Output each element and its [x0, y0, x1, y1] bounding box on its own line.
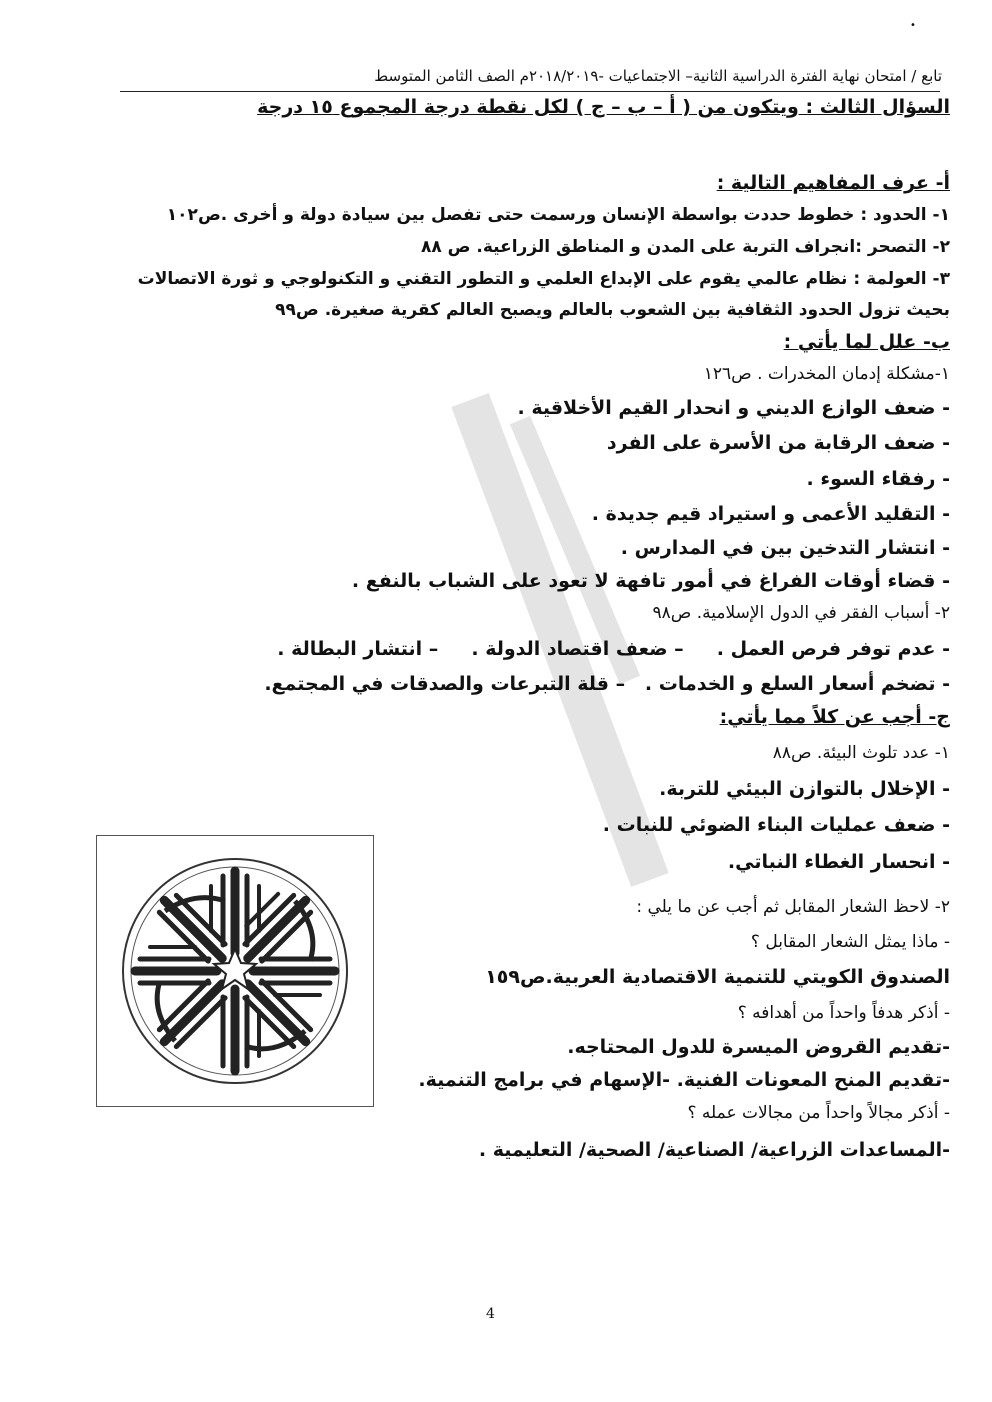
page-number: 4 — [486, 1306, 495, 1322]
header-divider — [120, 91, 940, 92]
definition-borders: ١- الحدود : خطوط حددت بواسطة الإنسان ورسمت حتى تفصل بين سيادة دولة و أخرى .ص١٠٢ — [166, 205, 950, 225]
answer-item: - ضعف الرقابة من الأسرة على الفرد — [606, 432, 950, 454]
answer-item: - انتشار التدخين بين في المدارس . — [620, 537, 950, 559]
definition-desertification: ٢- التصحر :انجراف التربة على المدن و المناطق الزراعية. ص ٨٨ — [420, 237, 950, 257]
answer-item: -تقديم المنح المعونات الفنية. -الإسهام في برامج التنمية. — [418, 1069, 950, 1091]
watermark-icon — [430, 380, 690, 900]
answer-item: - رفقاء السوء . — [806, 468, 950, 490]
kuwait-fund-emblem-icon — [97, 836, 373, 1106]
section-b-heading: ب- علل لما يأتي : — [783, 331, 950, 353]
question-b1: ١-مشكلة إدمان المخدرات . ص١٢٦ — [703, 364, 950, 384]
answer-item: الصندوق الكويتي للتنمية الاقتصادية العربية.ص١٥٩ — [485, 966, 950, 988]
logo-frame — [96, 835, 374, 1107]
answer-item: - عدم توفر فرص العمل . – ضعف اقتصاد الدولة . – انتشار البطالة . — [277, 638, 950, 660]
answer-item: - الإخلال بالتوازن البيئي للتربة. — [659, 778, 950, 800]
question-c2-part: - أذكر مجالاً واحداً من مجالات عمله ؟ — [687, 1103, 950, 1123]
answer-item: - ضعف عمليات البناء الضوئي للنبات . — [602, 814, 950, 836]
answer-item: - قضاء أوقات الفراغ في أمور تافهة لا تعود على الشباب بالنفع . — [351, 570, 950, 592]
question-c1: ١- عدد تلوث البيئة. ص٨٨ — [772, 743, 950, 763]
exam-title: تابع / امتحان نهاية الفترة الدراسية الثانية– الاجتماعيات -٢٠١٨/٢٠١٩م الصف الثامن المتوسط — [374, 67, 942, 85]
question-c2-part: - ماذا يمثل الشعار المقابل ؟ — [750, 932, 950, 952]
definition-globalization-continued: بحيث تزول الحدود الثقافية بين الشعوب بالعالم ويصبح العالم كقرية صغيرة. ص٩٩ — [275, 300, 950, 320]
section-a-heading: أ- عرف المفاهيم التالية : — [716, 172, 950, 194]
question-c2: ٢- لاحظ الشعار المقابل ثم أجب عن ما يلي : — [636, 897, 950, 917]
answer-item: - تضخم أسعار السلع و الخدمات . – قلة التبرعات والصدقات في المجتمع. — [264, 673, 950, 695]
section-c-heading: ج- أجب عن كلاً مما يأتي: — [719, 706, 950, 728]
answer-item: -تقديم القروض الميسرة للدول المحتاجه. — [567, 1036, 950, 1058]
question-c2-part: - أذكر هدفاً واحداً من أهدافه ؟ — [737, 1003, 950, 1023]
definition-globalization: ٣- العولمة : نظام عالمي يقوم على الإبداع العلمي و التطور التقني و التكنولوجي و ثورة الاتصالات — [137, 269, 950, 289]
scan-mark-icon: • — [910, 20, 916, 31]
answer-item: - ضعف الوازع الديني و انحدار القيم الأخلاقية . — [517, 397, 950, 419]
question-b2: ٢- أسباب الفقر في الدول الإسلامية. ص٩٨ — [652, 603, 950, 623]
question-title: السؤال الثالث : ويتكون من ( أ – ب – ج ) لكل نقطة درجة المجموع ١٥ درجة — [257, 96, 950, 118]
answer-item: - التقليد الأعمى و استيراد قيم جديدة . — [591, 503, 950, 525]
answer-item: -المساعدات الزراعية/ الصناعية/ الصحية/ التعليمية . — [478, 1139, 950, 1161]
answer-item: - انحسار الغطاء النباتي. — [727, 851, 950, 873]
